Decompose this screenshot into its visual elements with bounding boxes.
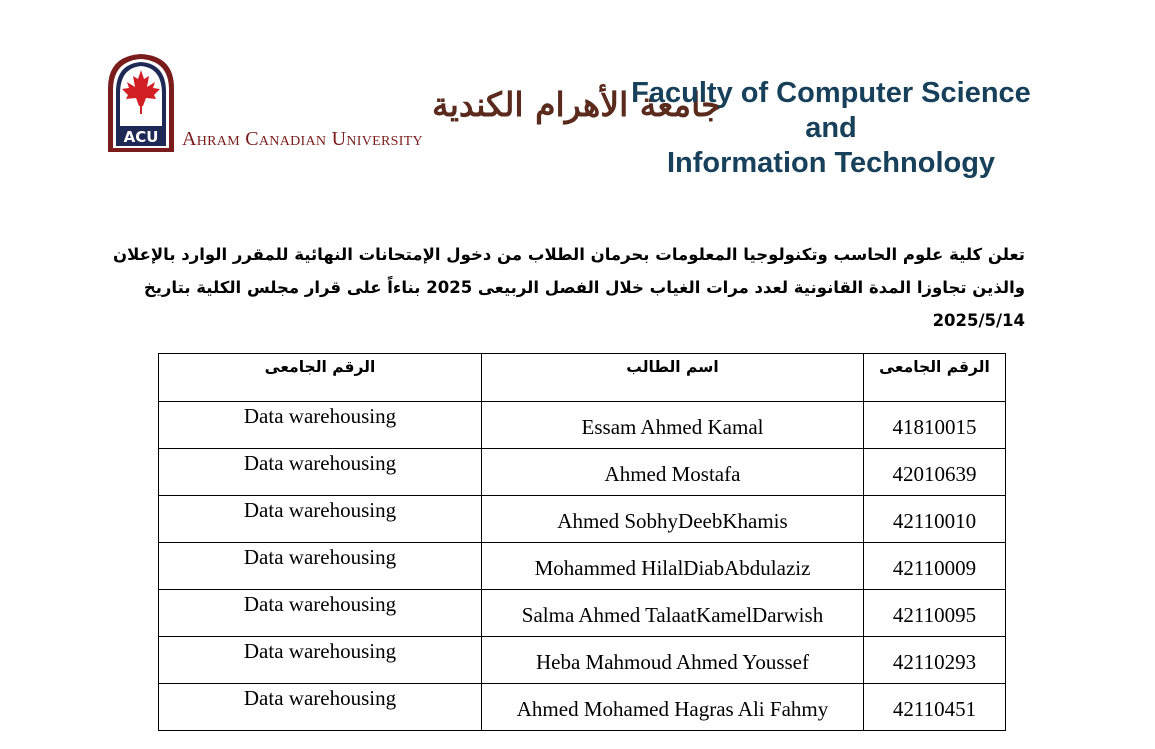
course-cell: Data warehousing [159,496,482,543]
deprived-students-table [158,353,1006,731]
student-id-cell: 41810015 [864,402,1006,449]
table-row [159,590,1006,637]
announcement-line2: والذين تجاوزا المدة القانونية لعدد مرات الغياب خلال الفصل الربيعى 2025 بناءاً على قرار مجلس الكلية بتاريخ [143,278,1025,297]
faculty-title-line2: and [805,112,857,144]
table-row [159,449,1006,496]
announcement-text [113,238,1025,337]
student-name-cell: Mohammed HilalDiabAbdulaziz [482,543,864,590]
university-logo [104,52,722,154]
logo-arabic-name [184,76,722,128]
student-id-cell: 42010639 [864,449,1006,496]
student-name-cell: Heba Mahmoud Ahmed Youssef [482,637,864,684]
table-row [159,543,1006,590]
announcement-line1: تعلن كلية علوم الحاسب وتكنولوجيا المعلومات بحرمان الطلاب من دخول الإمتحانات النهائية للمقرر الوارد بالإعلان [113,245,1025,264]
svg-text:جامعة الأهرام الكندية: جامعة الأهرام الكندية [432,85,722,124]
faculty-title-line3: Information Technology [666,147,996,179]
student-name-cell: Ahmed Mostafa [482,449,864,496]
logo-abbr: ACU [123,128,159,146]
course-cell: Data warehousing [159,684,482,731]
announcement-date: 2025/5/14 [932,311,1025,330]
table-row [159,496,1006,543]
course-cell: Data warehousing [159,449,482,496]
faculty-title-line1: Faculty of Computer Science [631,77,1031,109]
student-id-cell: 42110010 [864,496,1006,543]
header-student-name: اسم الطالب [482,354,864,402]
student-name-cell: Essam Ahmed Kamal [482,402,864,449]
student-name-cell: Ahmed Mohamed Hagras Ali Fahmy [482,684,864,731]
table-row [159,684,1006,731]
table-row [159,637,1006,684]
header-student-id: الرقم الجامعى [864,354,1006,402]
course-cell: Data warehousing [159,637,482,684]
course-cell: Data warehousing [159,402,482,449]
course-cell: Data warehousing [159,543,482,590]
table-header-row [159,354,1006,402]
arabic-calligraphy-icon [184,76,722,128]
logo-english-name: Ahram Canadian University [182,128,423,150]
acu-shield-icon [104,52,178,154]
student-name-cell: Ahmed SobhyDeebKhamis [482,496,864,543]
student-name-cell: Salma Ahmed TalaatKamelDarwish [482,590,864,637]
student-id-cell: 42110009 [864,543,1006,590]
course-cell: Data warehousing [159,590,482,637]
student-id-cell: 42110451 [864,684,1006,731]
table-row [159,402,1006,449]
student-id-cell: 42110095 [864,590,1006,637]
faculty-title [600,76,1062,181]
header-course: الرقم الجامعى [159,354,482,402]
student-id-cell: 42110293 [864,637,1006,684]
